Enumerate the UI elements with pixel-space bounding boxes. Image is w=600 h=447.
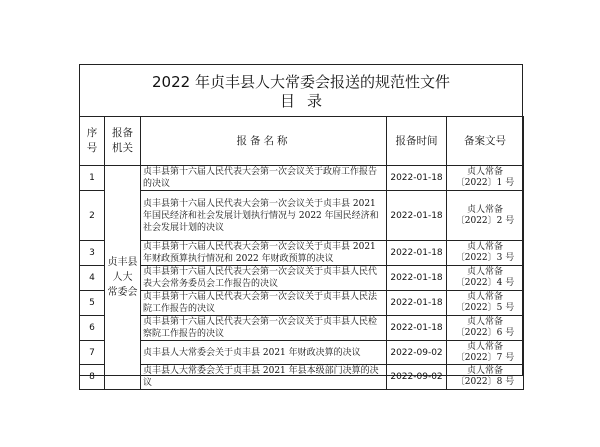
doc-number-line: 贞人常备 bbox=[466, 242, 503, 252]
row-seq: 1 bbox=[80, 166, 105, 191]
header-org-line1: 报备 bbox=[112, 127, 133, 139]
row-filing-date: 2022-01-18 bbox=[387, 291, 447, 316]
row-doc-number bbox=[447, 341, 524, 365]
row-seq: 3 bbox=[80, 241, 105, 266]
row-filing-name: 贞丰县第十六届人民代表大会第一次会议关于贞丰县人民检察院工作报告的决议 bbox=[141, 316, 387, 341]
document-title: 2022 年贞丰县人大常委会报送的规范性文件 bbox=[152, 73, 450, 91]
table-row bbox=[80, 316, 524, 341]
row-filing-date: 2022-01-18 bbox=[387, 191, 447, 241]
org-name-line: 人大 bbox=[112, 272, 133, 283]
row-filing-name: 贞丰县第十六届人民代表大会第一次会议关于贞丰县 2021 年财政预算执行情况和 2022 年财政预算的决议 bbox=[141, 241, 387, 266]
table-row bbox=[80, 365, 524, 390]
header-org-line2: 机关 bbox=[112, 142, 133, 154]
header-seq bbox=[80, 117, 105, 166]
row-filing-date: 2022-09-02 bbox=[387, 365, 447, 390]
table-row bbox=[80, 191, 524, 241]
doc-number-line: 贞人常备 bbox=[466, 366, 503, 376]
header-org bbox=[105, 117, 141, 166]
doc-number-line: 贞人常备 bbox=[466, 267, 503, 277]
row-seq: 4 bbox=[80, 266, 105, 291]
doc-number-line: 贞人常备 bbox=[466, 292, 503, 302]
org-name-line: 贞丰县 bbox=[107, 257, 138, 268]
document-sheet bbox=[79, 64, 523, 388]
row-seq: 6 bbox=[80, 316, 105, 341]
doc-number-line: 〔2022〕3 号 bbox=[455, 253, 515, 263]
row-filing-date: 2022-01-18 bbox=[387, 266, 447, 291]
doc-number-line: 〔2022〕5 号 bbox=[455, 303, 515, 313]
row-seq: 2 bbox=[80, 191, 105, 241]
table-row bbox=[80, 266, 524, 291]
row-doc-number bbox=[447, 266, 524, 291]
doc-number-line: 〔2022〕7 号 bbox=[455, 352, 515, 363]
row-filing-name: 贞丰县第十六届人民代表大会第一次会议关于政府工作报告的决议 bbox=[141, 166, 387, 191]
doc-number-line: 贞人常备 bbox=[466, 317, 503, 327]
table-row bbox=[80, 241, 524, 266]
header-seq-line2: 号 bbox=[86, 142, 98, 154]
org-cell bbox=[105, 166, 141, 390]
doc-number-line: 贞人常备 bbox=[466, 204, 503, 215]
table-row bbox=[80, 341, 524, 365]
doc-number-line: 〔2022〕4 号 bbox=[455, 278, 515, 288]
document-subtitle: 目录 bbox=[279, 92, 334, 110]
row-doc-number bbox=[447, 241, 524, 266]
row-seq: 5 bbox=[80, 291, 105, 316]
row-filing-date: 2022-01-18 bbox=[387, 241, 447, 266]
doc-number-line: 〔2022〕8 号 bbox=[455, 377, 515, 387]
row-filing-date: 2022-01-18 bbox=[387, 166, 447, 191]
row-filing-name: 贞丰县第十六届人民代表大会第一次会议关于贞丰县人民法院工作报告的决议 bbox=[141, 291, 387, 316]
header-name: 报备名称 bbox=[141, 117, 387, 166]
table-row bbox=[80, 291, 524, 316]
header-doc: 备案文号 bbox=[447, 117, 524, 166]
row-doc-number bbox=[447, 166, 524, 191]
row-doc-number bbox=[447, 191, 524, 241]
doc-number-line: 〔2022〕1 号 bbox=[455, 178, 515, 188]
row-filing-name: 贞丰县人大常委会关于贞丰县 2021 年财政决算的决议 bbox=[141, 341, 387, 365]
table-row bbox=[80, 166, 524, 191]
row-doc-number bbox=[447, 365, 524, 390]
doc-number-line: 〔2022〕6 号 bbox=[455, 328, 515, 338]
doc-number-line: 贞人常备 bbox=[466, 167, 503, 177]
row-seq: 7 bbox=[80, 341, 105, 365]
row-doc-number bbox=[447, 291, 524, 316]
row-doc-number bbox=[447, 316, 524, 341]
filing-table bbox=[79, 116, 524, 390]
row-filing-name: 贞丰县人大常委会关于贞丰县 2021 年县本级部门决算的决议 bbox=[141, 365, 387, 390]
row-filing-name: 贞丰县第十六届人民代表大会第一次会议关于贞丰县 2021 年国民经济和社会发展计划执行情况与 2022 年国民经济和社会发展计划的决议 bbox=[141, 191, 387, 241]
row-filing-date: 2022-09-02 bbox=[387, 341, 447, 365]
table-header-row bbox=[80, 117, 524, 166]
row-seq: 8 bbox=[80, 365, 105, 390]
header-time: 报备时间 bbox=[387, 117, 447, 166]
doc-number-line: 〔2022〕2 号 bbox=[455, 215, 515, 226]
header-seq-line1: 序 bbox=[86, 127, 98, 139]
row-filing-date: 2022-01-18 bbox=[387, 316, 447, 341]
row-filing-name: 贞丰县第十六届人民代表大会第一次会议关于贞丰县人民代表大会常务委员会工作报告的决议 bbox=[141, 266, 387, 291]
org-name-line: 常委会 bbox=[107, 287, 138, 298]
doc-number-line: 贞人常备 bbox=[466, 341, 503, 352]
